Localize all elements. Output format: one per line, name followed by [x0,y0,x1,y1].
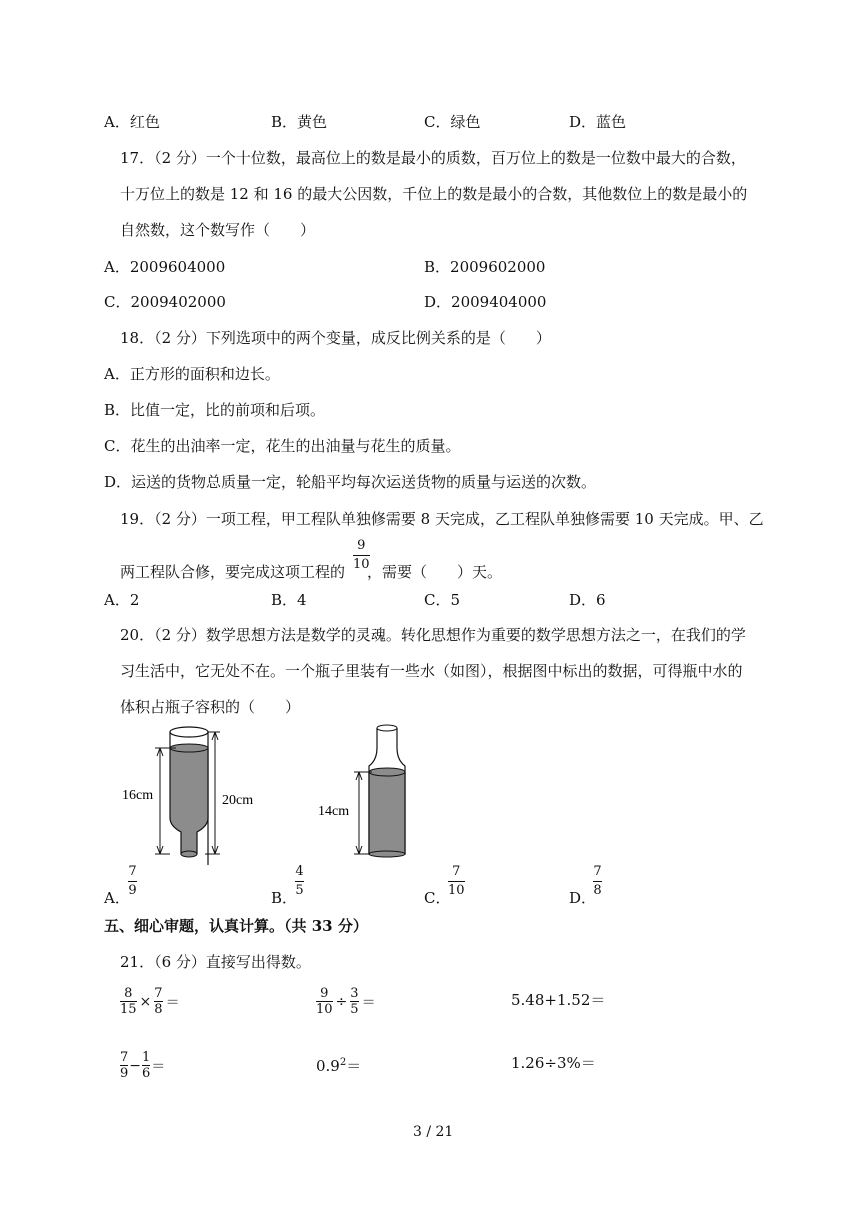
q18-option-a: A．正方形的面积和边长。 [104,365,280,383]
q18-stem: 18．（2 分）下列选项中的两个变量，成反比例关系的是（ ） [120,329,551,347]
left-bottle [122,727,253,865]
q19-stem-line2 [120,562,502,582]
q20-option-b-num: 4 [295,864,304,879]
expr4-num1: 7 [120,1050,129,1065]
expr1-den2: 8 [154,1002,163,1017]
expr1-operator: × [139,993,152,1010]
q20-option-c-label: C． [424,889,451,907]
q20-option-c-den: 10 [448,883,465,898]
q21-expr-2 [316,986,376,1017]
q20-bottles-figure [100,720,440,865]
expr4-num2: 1 [142,1050,151,1065]
q17-stem-line2: 十万位上的数是 12 和 16 的最大公因数，千位上的数是最小的合数，其他数位上的数是最小的 [120,185,748,203]
q20-option-a-label: A． [104,889,130,907]
expr5-equals: ＝ [346,1057,362,1075]
q16-option-a: A．红色 [104,113,160,131]
q20-option-a-den: 9 [128,883,137,898]
q19-fraction-num: 9 [357,538,366,553]
expr2-den2: 5 [350,1002,359,1017]
q21-expr-4 [120,1050,165,1081]
q21-expr-6: 1.26÷3%＝ [511,1054,596,1072]
expr2-num1: 9 [320,986,329,1001]
q19-option-a: A．2 [104,591,140,609]
q19-fraction [353,538,370,573]
q20-option-d-num: 7 [593,864,602,879]
q16-option-b: B．黄色 [271,113,328,131]
expr4-den2: 6 [142,1066,151,1081]
expr2-operator: ÷ [335,993,348,1010]
q21-expr-1 [120,986,180,1017]
q16-option-d: D．蓝色 [569,113,627,131]
q19-option-b: B．4 [271,591,307,609]
right-water-height-label: 14cm [318,804,350,819]
expr4-equals: ＝ [151,1058,166,1075]
expr1-equals: ＝ [165,994,180,1011]
right-bottle [318,725,405,857]
q20-option-b-fraction [295,864,304,899]
q20-option-c-num: 7 [452,864,461,879]
q18-option-d: D．运送的货物总质量一定，轮船平均每次运送货物的质量与运送的次数。 [104,473,597,491]
q18-option-c: C．花生的出油率一定，花生的出油量与花生的质量。 [104,437,461,455]
q20-option-d-label: D． [569,889,597,907]
q21-expr-5 [316,1053,361,1076]
q20-option-a-num: 7 [128,864,137,879]
q19-stem-line1: 19．（2 分）一项工程，甲工程队单独修需要 8 天完成，乙工程队单独修需要 10 天完成。甲、乙 [120,510,764,528]
expr2-num2: 3 [350,986,359,1001]
q20-option-a-fraction [128,864,137,899]
q19-stem-after: ，需要（ ）天。 [367,563,503,581]
expr2-den1: 10 [316,1002,333,1017]
q19-fraction-den: 10 [353,557,370,572]
q20-stem-line3: 体积占瓶子容积的（ ） [120,698,301,716]
q20-option-d-fraction [593,864,602,899]
q17-stem-line1: 17．（2 分）一个十位数，最高位上的数是最小的质数，百万位上的数是一位数中最大的合数， [120,149,746,167]
expr5-base: 0.9 [316,1057,340,1075]
q19-option-c: C．5 [424,591,461,609]
expr2-equals: ＝ [361,994,376,1011]
expr1-den1: 15 [120,1002,137,1017]
q16-option-c: C．绿色 [424,113,481,131]
section-5-heading: 五、细心审题，认真计算。（共 33 分） [104,917,368,935]
q20-stem-line1: 20．（2 分）数学思想方法是数学的灵魂。转化思想作为重要的数学思想方法之一，在我们的学 [120,626,746,644]
q20-stem-line2: 习生活中，它无处不在。一个瓶子里装有一些水（如图），根据图中标出的数据，可得瓶中水的 [120,662,743,680]
expr4-operator: − [129,1057,142,1074]
left-water-height-label: 16cm [122,788,154,803]
expr1-num2: 7 [154,986,163,1001]
q19-stem-before: 两工程队合修，要完成这项工程的 [120,563,346,581]
q20-option-b-label: B． [271,889,298,907]
expr5-exponent: 2 [339,1057,347,1068]
page-number: 3 / 21 [413,1124,454,1140]
q21-expr-3: 5.48+1.52＝ [511,991,606,1009]
left-total-height-label: 20cm [222,793,254,808]
q20-option-c-fraction [448,864,465,899]
expr1-num1: 8 [124,986,133,1001]
q17-stem-line3: 自然数，这个数写作（ ） [120,221,316,239]
q20-option-d-den: 8 [593,883,602,898]
q17-option-c: C．2009402000 [104,293,226,311]
q19-option-d: D．6 [569,591,606,609]
q18-option-b: B．比值一定，比的前项和后项。 [104,401,326,419]
q21-stem: 21．（6 分）直接写出得数。 [120,953,311,971]
q20-option-b-den: 5 [295,883,304,898]
q17-option-d: D．2009404000 [424,293,547,311]
q17-option-a: A．2009604000 [104,258,226,276]
expr4-den1: 9 [120,1066,129,1081]
q17-option-b: B．2009602000 [424,258,546,276]
